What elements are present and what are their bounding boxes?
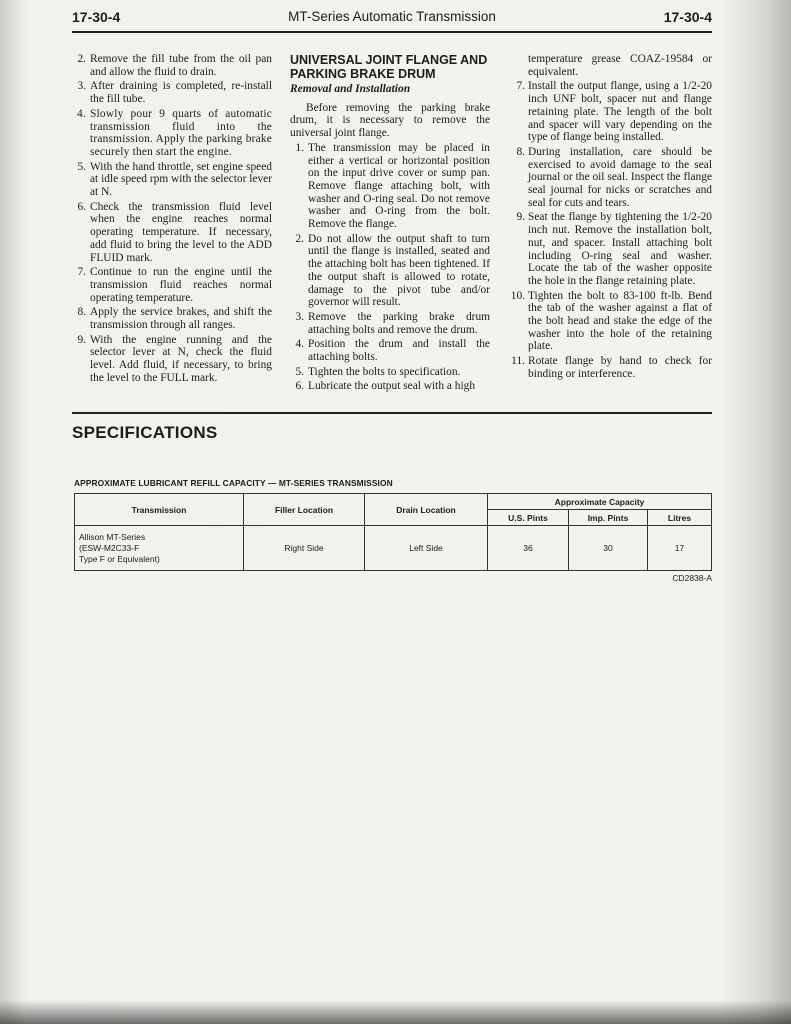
- step-text: With the engine running and the selector lever at N, check the fluid level. Add fluid, if necessary, to bring the level to the FULL mark.: [90, 333, 272, 384]
- step-text: Seat the flange by tightening the 1/2-20 inch nut. Remove the installation bolt, nut, and spacer. Install attaching bolt including O-ring seal and washer. Locate the tab of the washer opposite the hole in the flange retaining plate.: [528, 211, 712, 287]
- section-intro: Before removing the parking brake drum, it is necessary to remove the universal joint flange.: [290, 101, 490, 140]
- step-text: Apply the service brakes, and shift the transmission through all ranges.: [90, 306, 272, 332]
- transmission-fluid-type: Type F or Equivalent): [79, 553, 160, 564]
- col-header-capacity: Approximate Capacity: [488, 494, 712, 510]
- step-number: 3.: [295, 310, 304, 323]
- step-number: 6.: [77, 200, 86, 213]
- step-text: Rotate flange by hand to check for binding or interference.: [528, 355, 712, 380]
- cell-imp-pints: 30: [569, 526, 648, 571]
- step-text: The transmission may be placed in either a vertical or horizontal position on the input drive cover or sump pan. Remove flange attaching bolt, with washer and O-ring seal. Do not remove washer and O-ring from the bolt. Remove the flange.: [308, 141, 490, 231]
- step-item: [510, 290, 712, 354]
- step-item: [72, 108, 272, 159]
- section-title: UNIVERSAL JOINT FLANGE AND PARKING BRAKE DRUM: [290, 53, 488, 81]
- step-item: [510, 146, 712, 210]
- table-header-row: [75, 494, 712, 510]
- step-number: 11.: [511, 355, 525, 368]
- step-text: Remove the fill tube from the oil pan and allow the fluid to drain.: [90, 53, 272, 78]
- page-left-edge: [0, 0, 22, 1024]
- capacity-table: [74, 493, 712, 571]
- step-text: During installation, care should be exercised to avoid damage to the seal journal or the oil seal. Inspect the flange seal journal for nicks or scratches and seal for cuts and tears.: [528, 145, 712, 209]
- step-text: Position the drum and install the attaching bolts.: [308, 338, 490, 364]
- cell-transmission: [75, 526, 244, 571]
- step-text: Install the output flange, using a 1/2-20 inch UNF bolt, spacer nut and flange retaining plate. The length of the bolt and spacer will vary depending on the type of flange being installed.: [528, 80, 712, 144]
- figure-code: CD2838-A: [672, 573, 712, 583]
- column-2: [290, 53, 490, 395]
- cell-us-pints: 36: [488, 526, 569, 571]
- step-number: 3.: [77, 80, 86, 93]
- step-item: [290, 338, 490, 363]
- step-number: 8.: [77, 306, 86, 319]
- step-number: 4.: [77, 107, 86, 120]
- step-item: [72, 334, 272, 385]
- step-text: Slowly pour 9 quarts of automatic transmission fluid into the transmission. Apply the parking brake securely then start the engine.: [90, 107, 272, 158]
- step-number: 2.: [295, 232, 304, 245]
- cell-drain-location: Left Side: [365, 526, 488, 571]
- step-text: Check the transmission fluid level when the engine reaches normal operating temperature. If necessary, add fluid to bring the level to the ADD FLUID mark.: [90, 200, 272, 264]
- step-text: Remove the parking brake drum attaching bolts and remove the drum.: [308, 310, 490, 336]
- step-number: 8.: [516, 145, 525, 158]
- flange-installation-steps: [510, 80, 712, 380]
- continued-text: temperature grease COAZ-19584 or equivalent.: [528, 53, 712, 78]
- step-item: [290, 366, 490, 379]
- col-header-litres: Litres: [648, 510, 712, 526]
- step-item: [72, 53, 272, 78]
- page-number-left: 17-30-4: [72, 9, 121, 25]
- cell-filler-location: Right Side: [244, 526, 365, 571]
- step-number: 2.: [77, 53, 86, 65]
- col-header-imp-pints: Imp. Pints: [569, 510, 648, 526]
- step-item: [510, 355, 712, 380]
- column-1: [72, 53, 272, 387]
- step-item: [290, 380, 490, 393]
- running-title: MT-Series Automatic Transmission: [288, 9, 496, 24]
- step-item: [72, 306, 272, 331]
- step-item: [72, 80, 272, 105]
- step-number: 9.: [77, 333, 86, 346]
- page-number-right: 17-30-4: [663, 9, 712, 25]
- step-number: 7.: [516, 80, 525, 93]
- page-header: [72, 9, 712, 29]
- header-rule: [72, 31, 712, 33]
- specifications-heading: SPECIFICATIONS: [72, 423, 218, 442]
- step-text: After draining is completed, re-install the fill tube.: [90, 80, 272, 106]
- step-item: [290, 233, 490, 309]
- step-number: 5.: [295, 365, 304, 378]
- step-item: [290, 142, 490, 231]
- step-text: Tighten the bolts to specification.: [308, 365, 461, 378]
- step-text: Lubricate the output seal with a high: [308, 380, 476, 393]
- step-number: 10.: [510, 289, 525, 302]
- step-number: 6.: [295, 380, 304, 393]
- step-item: [510, 211, 712, 287]
- step-item: [72, 266, 272, 304]
- table-row: [75, 526, 712, 571]
- step-number: 7.: [77, 266, 86, 279]
- page-bottom-shadow: [0, 1000, 791, 1024]
- col-header-us-pints: U.S. Pints: [488, 510, 569, 526]
- step-number: 1.: [295, 141, 304, 154]
- section-subtitle: Removal and Installation: [290, 83, 411, 95]
- column-3: [510, 53, 712, 383]
- transmission-name: Allison MT-Series: [79, 531, 146, 542]
- step-text: Tighten the bolt to 83-100 ft-lb. Bend the tab of the washer against a flat of the bolt head and stake the edge of the washer into the hole of the retaining plate.: [528, 289, 712, 353]
- col-header-drain: Drain Location: [365, 494, 488, 526]
- col-header-filler: Filler Location: [244, 494, 365, 526]
- step-number: 4.: [295, 338, 304, 351]
- col-header-transmission: Transmission: [75, 494, 244, 526]
- step-number: 9.: [516, 211, 525, 224]
- section-rule: [72, 412, 712, 414]
- step-item: [510, 80, 712, 144]
- step-item: [72, 161, 272, 199]
- table-caption: APPROXIMATE LUBRICANT REFILL CAPACITY — MT-SERIES TRANSMISSION: [74, 478, 393, 488]
- step-text: With the hand throttle, set engine speed at idle speed rpm with the selector lever at N.: [90, 160, 272, 199]
- transmission-spec: (ESW-M2C33-F: [79, 542, 140, 553]
- step-text: Do not allow the output shaft to turn until the flange is installed, seated and the attaching bolt has been tightened. If the output shaft is allowed to rotate, damage to the pivot tube and/or governor will result.: [308, 232, 490, 309]
- fluid-refill-steps: [72, 53, 272, 385]
- step-item: [72, 201, 272, 265]
- step-text: Continue to run the engine until the transmission fluid reaches normal operating temperature.: [90, 266, 272, 304]
- flange-removal-steps: [290, 142, 490, 393]
- cell-litres: 17: [648, 526, 712, 571]
- step-item: [290, 311, 490, 336]
- step-number: 5.: [77, 160, 86, 173]
